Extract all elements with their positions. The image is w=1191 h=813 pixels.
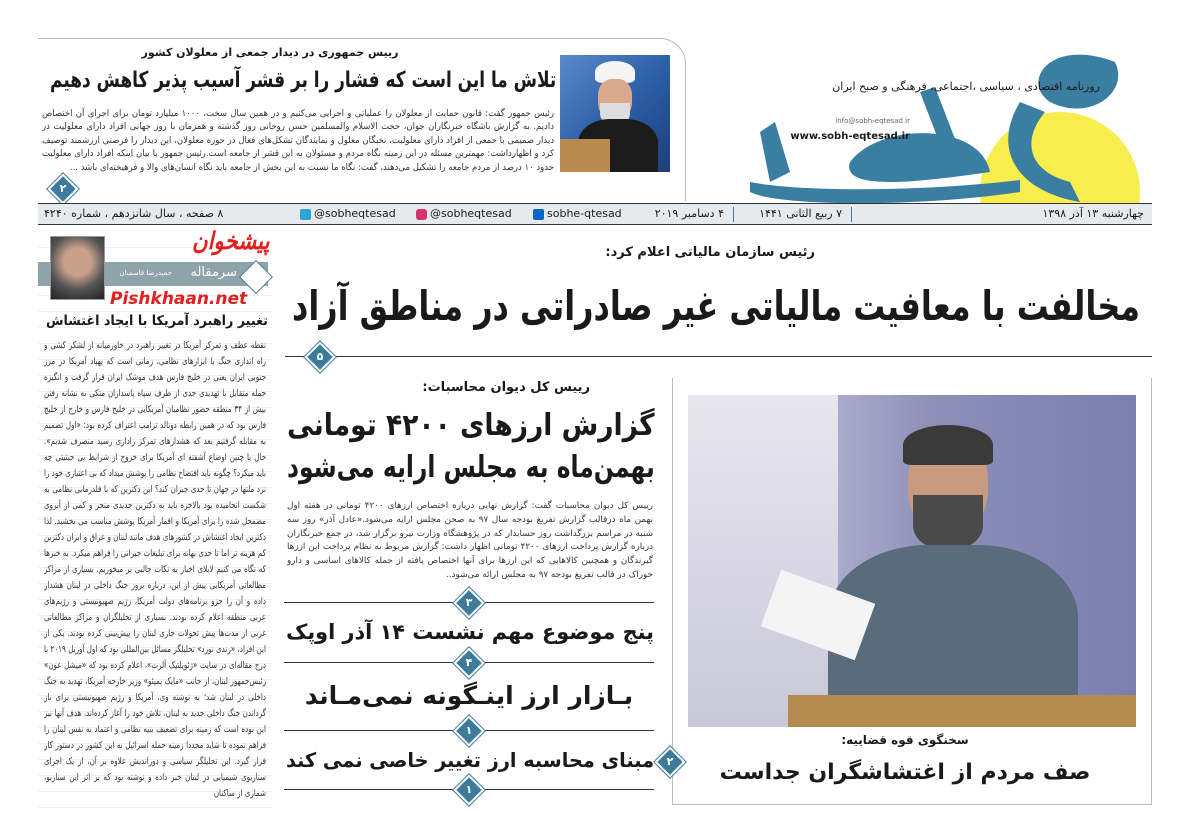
second-story-page-badge[interactable]: ۳ xyxy=(453,587,484,618)
watermark-en: Pishkhaan.net xyxy=(110,289,248,309)
brief-item-opec[interactable]: پنج موضوع مهم نشست ۱۴ آذر اوپک xyxy=(286,620,654,644)
linkedin-link[interactable]: sobhe-qtesad xyxy=(533,204,622,224)
brief-item-currency-basis[interactable]: مبنای محاسبه ارز تغییر خاصی نمی کند xyxy=(285,748,654,772)
lead-story-title[interactable]: تلاش ما این است که فشار را بر قشر آسیب پذیر کاهش دهیم xyxy=(49,68,556,93)
watermark-fa: پیشخوان xyxy=(192,227,270,255)
brief-item-page-badge[interactable]: ۴ xyxy=(453,647,484,678)
linkedin-icon xyxy=(533,209,544,220)
masthead-email[interactable]: info@sobh-eqtesad.ir xyxy=(835,117,910,125)
main-story-headline[interactable]: مخالفت با معافیت مالیاتی غیر صادراتی در مناطق آزاد xyxy=(291,282,1140,330)
newspaper-logo xyxy=(720,42,1150,207)
instagram-link[interactable]: @sobheqtesad xyxy=(416,204,512,224)
second-story-headline-line2: بهمن‌ماه به مجلس ارایه می‌شود xyxy=(287,450,655,485)
instagram-icon xyxy=(416,209,427,220)
photo-story-kicker: سخنگوی قوه قضاییه: xyxy=(841,733,969,747)
masthead-website[interactable]: www.sobh-eqtesad.ir xyxy=(790,131,910,142)
second-story-body: رییس کل دیوان محاسبات گفت: گزارش نهایی درباره اختصاص ارزهای ۴۲۰۰ تومانی در هفته اول بهمن ماه درقالب گزارش تفریغ بودجه سال ۹۷ به صحن مجلس ارایه می‌شود.«عادل آذر» روز سه شنبه در مراسم بزرگداشت روز حسابدار که در پژوهشگاه وزارت نیرو برگزار شد، در جمع خبرنگاران درباره گزارش پرداخت ارزهای ۴۲۰۰ تومانی اظهار داشت: گزارش مربوط به نظام پرداخت این ارزها گیرندگان و همچنین کالاهایی که این ارزها برای آنها اختصاص یافته از جمله کالاهای اساسی و دارو خوراک در قالب تفریغ بودجه ۹۷ به مجلس ارائه می‌شود.. xyxy=(287,501,653,580)
brief-item-currency-market[interactable]: بـازار ارز اینـگونه نمی‌مـاند xyxy=(304,681,634,710)
telegram-icon xyxy=(300,209,311,220)
lead-story-body: رئیس جمهور گفت: قانون حمایت از معلولان را عملیاتی و اجرایی می‌کنیم و در همین سال سخت، ۱۰۰۰ میلیارد تومان برای اجرای آن اختصاص دادیم. به گزارش باشگاه خبرنگاران جوان، حجت الاسلام والمسلمین حسن روحانی روز گذشته و همزمان با روز جهانی افراد دارای معلولیت در دیدار صمیمی با جمعی از افراد دارای معلولیت، نخبگان معلول و نمایندگان تشکل‌های فعال در حوزه معلولان، این دیدار را فرصتی ارزشمند توصیف کرد و اظهارداشت: مهمترین مسئله در این زمینه نگاه مردم و مسئولان به این قشر از جامعه است.رئیس جمهور با بیان اینکه افراد دارای معلولیت حدود ۱۰ درصد از مردم جامعه را تشکیل می‌دهند، گفت: نگاه ما نسبت به این بخش از جامعه باید نگاه انسان‌های والا و فرهیخته‌ای باشد ... xyxy=(42,108,554,173)
second-story-kicker: رییس کل دیوان محاسبات: xyxy=(422,380,590,395)
brief-item-page-badge[interactable]: ۱ xyxy=(453,774,484,805)
main-story-kicker: رئیس سازمان مالیاتی اعلام کرد: xyxy=(605,245,815,260)
editorial-label: سرمقاله xyxy=(190,265,237,280)
lead-story-kicker: رییس جمهوری در دیدار جمعی از معلولان کشور xyxy=(141,46,399,59)
photo-story-page-badge[interactable]: ۲ xyxy=(654,746,685,777)
issue-info: ۸ صفحه ، سال شانزدهم ، شماره ۴۲۴۰ xyxy=(44,207,224,220)
divider xyxy=(285,356,1152,357)
masthead-tagline: روزنامه اقتصادی ، سیاسی ،اجتماعی، فرهنگی و صبح ایران xyxy=(832,80,1100,93)
telegram-link[interactable]: @sobheqtesad xyxy=(300,204,396,224)
gregorian-date: ۴ دسامبر ۲۰۱۹ xyxy=(654,207,724,220)
editorial-body: نقطه عطف و تمرکز آمریکا در تغییر راهبرد در خاورمیانه از لشکر کشی و راه اندازی جنگ با ابزارهای نظامی، زمانی است که پهپاد آمریکا در مرز جنوبی ایران یعنی در خلیج فارس هدف موشک ایران قرار گرفت و انگیزه حمله متقابل با تهدیدی جدی از طرف سپاه پاسداران متکی به نشانه رفتن بیش از ۳۴ منطقه حضور نظامیان آمریکایی در خلیج فارس و خارج از خلیج فارس بود که در همین رابطه دونالد ترامپ اعتراف کرده بود: «اول تصمیم به مقابله گرفتیم بعد که هشدارهای تمرکز راداری رسید منصرف شدیم». حال با چنین اوضاع آشفته ای آمریکا برای خروج از شرایط بی حیثیتی چه باید میکرد؟ چگونه باید افتضاح نظامی را پوشش میداد که بی اعتباری خود را نزد ملتها در جهان تا حدی جبران کند؟ این دکترین که با قلدرمابی نظامی به شکست انجامیده بود بالاخره باید به دکترین جدیدی منجر و کمی از آبروی مضمحل شده را برای آمریکا و اقمار آمریکا پوشش مناسب می بخشید. لذا دکترین ایجاد اغتشاش در کشورهای هدف مانند لبنان و عراق و ایران دکترین کم هزینه تر اما تا حدی بهانه برای تبلیغات جبرانی را فراهم میکرد. به خبرها که نگاه می کنیم لابلای اخبار به نکات جالبی بر میخوریم. بسیاری از مراکز مطالعاتی آمریکایی پیش از این، درباره بروز جنگ داخلی در لبنان هشدار داده و آن را جزو برنامه‌های دولت آمریکا، رژیم صهیونیستی و رژیم‌های عربی منطقه اعلام کرده بودند. بسیاری از تحلیلگران و مراکز مطالعاتی غربی از مدت‌ها پیش تحولات جاری لبنان را پیش‌بینی کرده بودند. یکی از این افراد، «رندی نورد» تحلیلگر مسائل بین‌المللی بود که اول آوریل ۲۰۱۹ با درج مقاله‌ای در سایت «ژئوپلتیک آلرت»، اعلام کرده بود که «میشل عون» رئیس‌جمهور لبنان، از جانب «مایک پمپئو» وزیر خارجه آمریکا، تهدید به جنگ داخلی در لبنان شد؛ به نوشته وی، آمریکا و رژیم صهیونیستی برای باز گرداندن جنگ داخلی جدید به لبنان، تلاش خود را آغاز کرده‌اند. هدف آنها نیز این بوده است که زمینه برای تضعیف بنیه نظامی و اعتماد به نفس لبنان را فراهم نموده تا شاید مجددا زمینه حمله اسرائیل به این کشور در دستور کار قرار گیرد. این تحلیلگر سیاسی و دوراندیش علاوه بر آن، از یک اجرای سناریوی شیمیایی در لبنان خبر داده و نوشته بود که بر اثر این سناریو، شماری از ساکنان xyxy=(44,340,266,799)
editorial-title[interactable]: تغییر راهبرد آمریکا با ایجاد اغتشاش xyxy=(46,313,268,329)
lead-story-photo xyxy=(560,55,670,172)
photo-story-headline[interactable]: صف مردم از اغتشاشگران جداست xyxy=(719,760,1091,785)
solar-date: چهارشنبه ۱۳ آذر ۱۳۹۸ xyxy=(1042,207,1144,220)
editorial-author: حمیدرضا قاسمیان xyxy=(119,269,172,277)
second-story-headline-line1: گزارش ارزهای ۴۲۰۰ تومانی xyxy=(287,408,655,443)
lead-story-page-badge[interactable]: ۲ xyxy=(47,173,78,204)
lunar-date: ۷ ربیع الثانی ۱۴۴۱ xyxy=(759,207,842,220)
brief-item-page-badge[interactable]: ۱ xyxy=(453,715,484,746)
second-story-headline[interactable] xyxy=(285,405,655,489)
main-story-page-badge[interactable]: ۵ xyxy=(304,341,335,372)
judiciary-spokesman-photo xyxy=(688,395,1136,727)
date-bar xyxy=(38,203,1152,225)
